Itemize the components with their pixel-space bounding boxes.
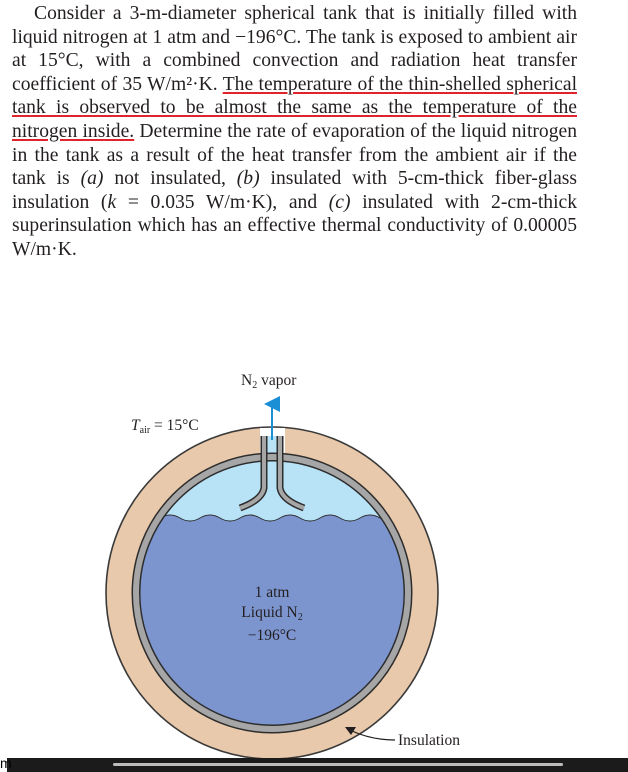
problem-intro: Consider a 3-m-diameter spherical tank that is initially filled with liquid nitrogen at 1 atm and −196°C. The tank is exposed to ambient air at 15°C, with a combined convection and radiation heat transfer coefficient of 35 W/m²·K.: [12, 3, 577, 95]
part-c-text: insulated with 2-cm-thick superinsulation which has an effective thermal conductivity of 0.00005 W/m·K.: [12, 191, 578, 260]
edge-text: m: [0, 755, 12, 771]
highlighted-sentence: The temperature of the thin-shelled spherical tank is observed to be almost the same as the temperature of the nitrogen inside.: [12, 73, 578, 142]
insulation-label: Insulation: [398, 732, 460, 749]
k-value: = 0.035 W/m·K), and: [127, 191, 318, 213]
problem-question: Determine the rate of evaporation of the liquid nitrogen in the tank as a result of the heat transfer from the ambient air if the tank is: [12, 120, 578, 190]
part-c-label: (c): [328, 191, 351, 213]
pressure-label: 1 atm: [254, 584, 290, 601]
scrollbar[interactable]: [113, 763, 563, 766]
ambient-temperature-label: $T_{air} = 15^\circ C$: [131, 417, 199, 436]
part-a-label: (a): [80, 168, 104, 190]
k-symbol: k: [107, 191, 117, 213]
part-b-label: (b): [236, 168, 260, 190]
part-a-text: not insulated,: [114, 168, 226, 190]
liquid-temperature-label: −196°C: [247, 627, 297, 644]
viewer-toolbar: [0, 755, 628, 772]
part-b-text: insulated with 5-cm-thick fiber-glass insulation (: [12, 168, 578, 213]
vapor-label: $N_2$ vapor: [241, 372, 297, 391]
liquid-label: Liquid $N_2$: [241, 604, 303, 623]
